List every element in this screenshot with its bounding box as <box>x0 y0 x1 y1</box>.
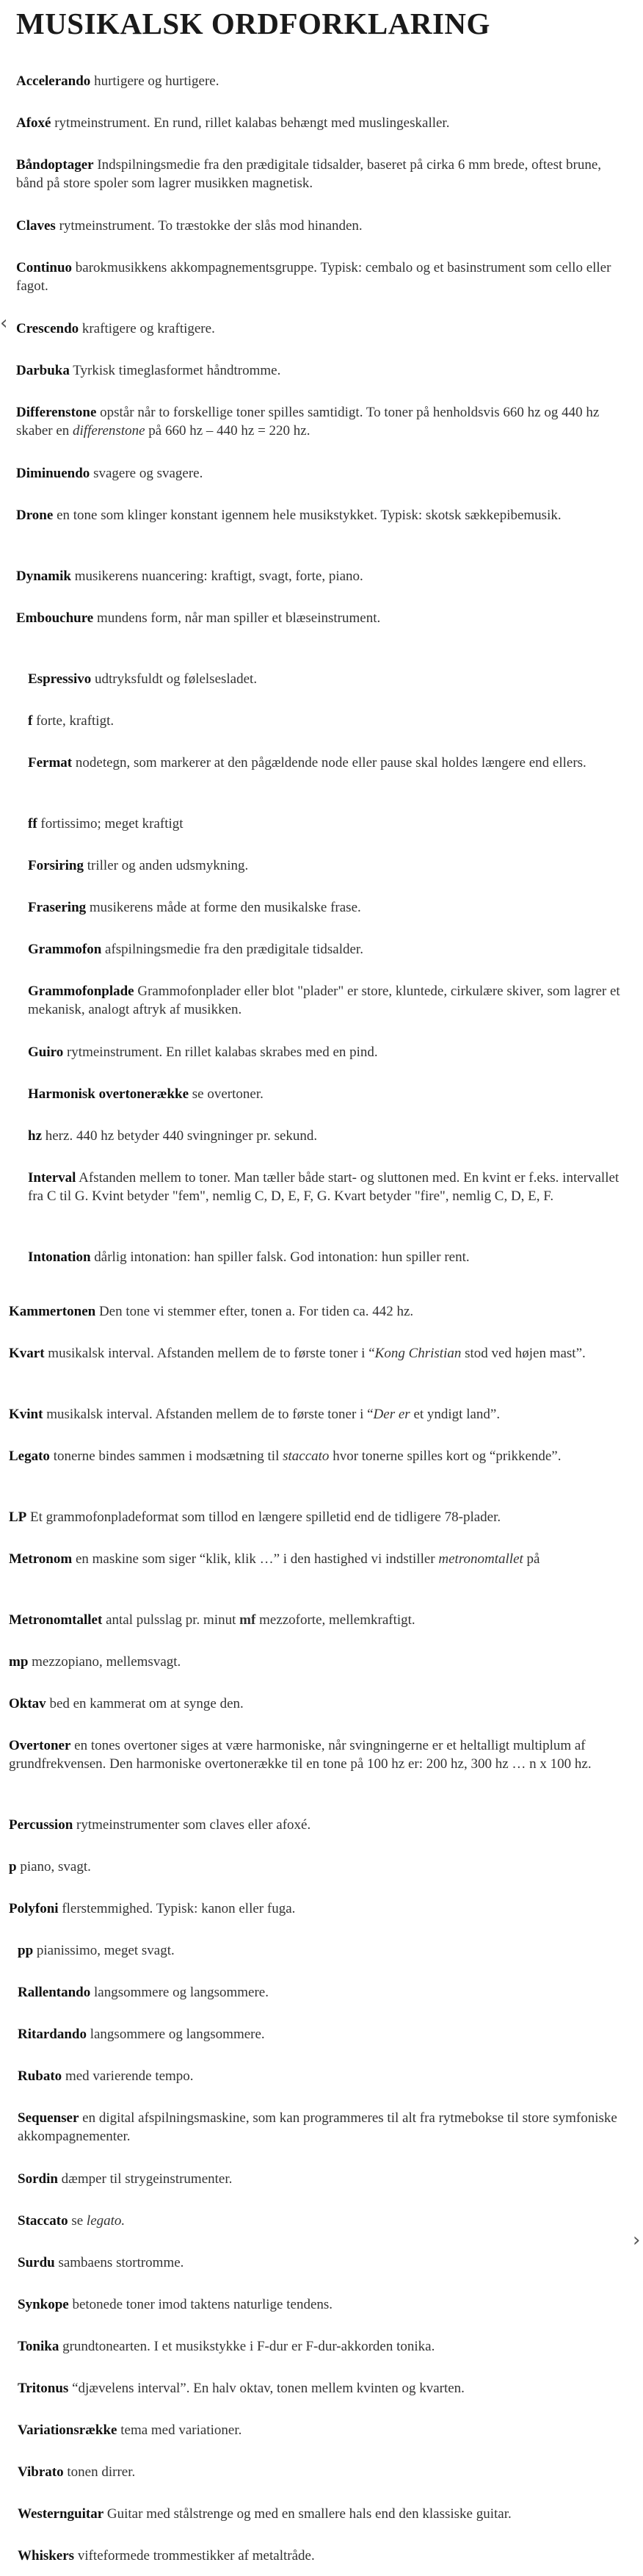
entry-term: LP <box>9 1509 27 1525</box>
entry-term: Synkope <box>18 2297 69 2312</box>
glossary-entry <box>9 1695 618 1713</box>
glossary-entry <box>18 2337 620 2356</box>
glossary-entry <box>28 1248 622 1266</box>
entry-definition: stod ved højen mast”. <box>461 1346 586 1361</box>
entry-term: Rallentando <box>18 1985 91 2000</box>
entry-italic-text: metronomtallet <box>438 1551 523 1567</box>
glossary-entry <box>28 940 622 959</box>
entry-definition: tema med variationer. <box>117 2422 242 2438</box>
glossary-entry <box>9 1508 618 1526</box>
glossary-entry <box>16 259 625 295</box>
glossary-entry <box>16 403 625 440</box>
glossary-entry <box>18 2295 620 2314</box>
glossary-entry <box>9 1302 618 1321</box>
entry-definition: vifteformede trommestikker af metaltråde. <box>74 2548 315 2564</box>
glossary-entry <box>18 2067 620 2085</box>
entry-term: Differenstone <box>16 405 97 420</box>
entry-term: Vibrato <box>18 2464 64 2480</box>
glossary-entry <box>18 2421 620 2439</box>
entry-italic-text: differenstone <box>73 423 145 439</box>
glossary-entry <box>28 982 622 1019</box>
entry-definition: Afstanden mellem to toner. Man tæller både start- og sluttonen med. En kvint er f.eks. intervallet fra C til G. Kvint betyder "fem", nemlig C, D, E, F, G. Kvart betyder "fire", nemlig C, D, E, F. <box>28 1170 620 1204</box>
glossary-entry <box>28 754 622 772</box>
entry-definition: betonede toner imod taktens naturlige tendens. <box>68 2297 333 2312</box>
entry-term: Dynamik <box>16 569 71 584</box>
glossary-entry <box>9 1653 618 1671</box>
glossary-entry <box>28 1043 622 1061</box>
glossary-entry <box>28 898 622 917</box>
entry-definition: Grammofonplader eller blot "plader" er store, kluntede, cirkulære skiver, som lagrer et mekanisk, analogt aftryk af musikken. <box>28 984 620 1017</box>
glossary-entry <box>16 320 625 338</box>
page-title: MUSIKALSK ORDFORKLARING <box>16 7 490 40</box>
entry-definition: pianissimo, meget svagt. <box>33 1943 175 1958</box>
entry-term: Diminuendo <box>16 466 90 481</box>
entry-definition: musikalsk interval. Afstanden mellem de to første toner i “ <box>43 1407 374 1422</box>
entry-term: Metronomtallet <box>9 1612 103 1628</box>
glossary-entry <box>18 2505 620 2523</box>
entry-definition: herz. 440 hz betyder 440 svingninger pr. sekund. <box>42 1128 318 1144</box>
entry-term: Fermat <box>28 755 73 771</box>
entry-term: Espressivo <box>28 671 92 687</box>
entry-term: Rubato <box>18 2068 62 2084</box>
glossary-entry <box>9 1736 618 1773</box>
glossary-entry <box>28 1169 622 1205</box>
entry-definition: antal pulsslag pr. minut <box>102 1612 240 1628</box>
glossary-entry <box>16 72 625 90</box>
glossary-entry <box>28 712 622 730</box>
entry-definition: hvor tonerne spilles kort og “prikkende”. <box>329 1448 562 1464</box>
entry-definition: svagere og svagere. <box>90 466 203 481</box>
entry-definition: tonen dirrer. <box>63 2464 136 2480</box>
entry-term: Darbuka <box>16 363 70 378</box>
glossary-entry <box>18 2212 620 2230</box>
entry-term: Accelerando <box>16 73 91 89</box>
entry-term: Kammertonen <box>9 1304 96 1319</box>
entry-italic-text: Der er <box>373 1407 410 1422</box>
glossary-entry <box>9 1858 618 1876</box>
entry-definition: rytmeinstrument. En rund, rillet kalabas behængt med muslingeskaller. <box>51 115 450 131</box>
glossary-entry <box>16 464 625 483</box>
glossary-entry <box>9 1447 618 1465</box>
entry-definition: tonerne bindes sammen i modsætning til <box>49 1448 283 1464</box>
entry-term: Tritonus <box>18 2381 69 2396</box>
entry-definition: piano, svagt. <box>16 1859 91 1875</box>
entry-term: Metronom <box>9 1551 73 1567</box>
glossary-entry <box>16 609 625 627</box>
entry-definition: Indspilningsmedie fra den prædigitale tidsalder, baseret på cirka 6 mm brede, oftest brune, bånd på store spoler som lagrer musikken magnetisk. <box>16 157 602 191</box>
glossary-entry <box>9 1405 618 1424</box>
entry-definition: musikerens måde at forme den musikalske frase. <box>86 900 361 915</box>
glossary-entry <box>18 2379 620 2398</box>
entry-term: Interval <box>28 1170 76 1186</box>
glossary-entry <box>9 1899 618 1918</box>
glossary-entry <box>16 114 625 132</box>
entry-definition: langsommere og langsommere. <box>86 2027 265 2042</box>
glossary-entry <box>9 1550 618 1568</box>
entry-term: Tonika <box>18 2339 59 2354</box>
entry-term: Grammofonplade <box>28 984 134 999</box>
entry-definition: mezzopiano, mellemsvagt. <box>28 1654 181 1670</box>
entry-definition: langsommere og langsommere. <box>90 1985 269 2000</box>
glossary-entry <box>16 217 625 235</box>
entry-definition: sambaens stortromme. <box>54 2255 184 2270</box>
glossary-entry <box>18 2025 620 2043</box>
entry-term: Ritardando <box>18 2027 87 2042</box>
entry-definition: på 660 hz – 440 hz = 220 hz. <box>145 423 310 439</box>
chevron-right-icon[interactable]: › <box>633 2229 641 2251</box>
entry-definition: afspilningsmedie fra den prædigitale tidsalder. <box>101 942 363 957</box>
entry-term: Overtoner <box>9 1738 71 1753</box>
entry-definition: dårlig intonation: han spiller falsk. God intonation: hun spiller rent. <box>90 1249 470 1265</box>
glossary-entry <box>9 1611 618 1629</box>
entry-definition: kraftigere og kraftigere. <box>79 321 215 336</box>
entry-term: Staccato <box>18 2213 68 2229</box>
entry-term: Forsiring <box>28 858 84 873</box>
glossary-entry <box>18 2170 620 2188</box>
glossary-entry <box>16 156 625 192</box>
entry-term: mp <box>9 1654 29 1670</box>
entry-definition: Et grammofonpladeformat som tillod en længere spilletid end de tidligere 78-plader. <box>26 1509 501 1525</box>
glossary-entry <box>18 2463 620 2481</box>
entry-definition: opstår når to forskellige toner spilles samtidigt. To toner på henholdsvis 660 hz og 440 hz skaber en <box>16 405 600 439</box>
glossary-entry <box>16 361 625 380</box>
glossary-entry <box>18 1941 620 1960</box>
entry-definition: en maskine som siger “klik, klik …” i den hastighed vi indstiller <box>72 1551 439 1567</box>
entry-definition: på <box>523 1551 540 1567</box>
entry-term: Variationsrække <box>18 2422 117 2438</box>
entry-term: Sordin <box>18 2171 58 2187</box>
entry-definition: Guitar med stålstrenge og med en smallere hals end den klassiske guitar. <box>103 2506 512 2522</box>
entry-definition: mezzoforte, mellemkraftigt. <box>255 1612 415 1628</box>
entry-term: f <box>28 713 33 729</box>
entry-definition: en digital afspilningsmaskine, som kan programmeres til alt fra rytmebokse til store symfoniske akkompagnementer. <box>18 2110 617 2144</box>
entry-definition: Tyrkisk timeglasformet håndtromme. <box>69 363 281 378</box>
entry-term: Legato <box>9 1448 50 1464</box>
entry-definition: flerstemmighed. Typisk: kanon eller fuga. <box>58 1901 296 1916</box>
entry-term: Embouchure <box>16 610 94 626</box>
glossary-entry <box>16 567 625 585</box>
entry-definition: udtryksfuldt og følelsesladet. <box>91 671 258 687</box>
entry-definition: rytmeinstrumenter som claves eller afoxé. <box>73 1817 311 1833</box>
glossary-entry <box>28 856 622 875</box>
entry-term: Guiro <box>28 1045 64 1060</box>
glossary-entry <box>9 1816 618 1834</box>
entry-definition: rytmeinstrument. En rillet kalabas skrabes med en pind. <box>63 1045 378 1060</box>
glossary-entry <box>18 2109 620 2146</box>
entry-term: Crescendo <box>16 321 79 336</box>
chevron-left-icon[interactable]: ‹ <box>0 312 8 334</box>
entry-definition: “djævelens interval”. En halv oktav, tonen mellem kvinten og kvarten. <box>68 2381 465 2396</box>
entry-definition: musikerens nuancering: kraftigt, svagt, forte, piano. <box>70 569 363 584</box>
glossary-entry <box>28 1085 622 1103</box>
entry-term: Oktav <box>9 1696 46 1711</box>
glossary-entry <box>18 1983 620 2002</box>
entry-definition: se overtoner. <box>189 1086 264 1102</box>
entry-definition: musikalsk interval. Afstanden mellem de to første toner i “ <box>44 1346 375 1361</box>
entry-term: Whiskers <box>18 2548 75 2564</box>
glossary-entry <box>9 1344 618 1363</box>
entry-definition: barokmusikkens akkompagnementsgruppe. Typisk: cembalo og et basinstrument som cello eller fagot. <box>16 260 611 294</box>
entry-term: Westernguitar <box>18 2506 104 2522</box>
entry-term: Drone <box>16 508 54 523</box>
entry-definition: triller og anden udsmykning. <box>84 858 249 873</box>
entry-definition: nodetegn, som markerer at den pågældende node eller pause skal holdes længere end ellers. <box>72 755 586 771</box>
entry-italic-text: Kong Christian <box>374 1346 462 1361</box>
entry-definition: dæmper til strygeinstrumenter. <box>57 2171 233 2187</box>
entry-definition: grundtonearten. I et musikstykke i F-dur er F-dur-akkorden tonika. <box>59 2339 435 2354</box>
entry-definition: Den tone vi stemmer efter, tonen a. For tiden ca. 442 hz. <box>95 1304 414 1319</box>
entry-term: Harmonisk overtonerække <box>28 1086 189 1102</box>
glossary-entry <box>18 2254 620 2272</box>
glossary-entry <box>16 506 625 524</box>
entry-term: Kvint <box>9 1407 43 1422</box>
entry-definition: et yndigt land”. <box>410 1407 501 1422</box>
entry-definition: forte, kraftigt. <box>32 713 115 729</box>
entry-definition: en tone som klinger konstant igennem hele musikstykket. Typisk: skotsk sækkepibemusik. <box>53 508 562 523</box>
entry-term: Båndoptager <box>16 157 94 173</box>
entry-term: Frasering <box>28 900 87 915</box>
entry-term: p <box>9 1859 17 1875</box>
glossary-entry <box>18 2547 620 2565</box>
entry-term: Kvart <box>9 1346 45 1361</box>
entry-definition: se <box>68 2213 87 2229</box>
entry-italic-text: legato. <box>86 2213 126 2229</box>
entry-term: hz <box>28 1128 42 1144</box>
entry-definition: mundens form, når man spiller et blæseinstrument. <box>93 610 381 626</box>
entry-term: Percussion <box>9 1817 73 1833</box>
entry-term: Continuo <box>16 260 73 275</box>
entry-definition: en tones overtoner siges at være harmoniske, når svingningerne er et heltalligt multiplum af grundfrekvensen. Den harmoniske overtonerække til en tone på 100 hz er: 200 hz, 300 hz … n x 100 hz. <box>9 1738 592 1772</box>
entry-definition: rytmeinstrument. To træstokke der slås mod hinanden. <box>55 218 363 234</box>
entry-term: ff <box>28 816 37 831</box>
entry-term: pp <box>18 1943 34 1958</box>
entry-definition: fortissimo; meget kraftigt <box>37 816 184 831</box>
entry-term: Sequenser <box>18 2110 79 2126</box>
entry-italic-text: staccato <box>283 1448 330 1464</box>
entry-bold-text: mf <box>239 1612 256 1628</box>
glossary-entry <box>28 815 622 833</box>
entry-term: Intonation <box>28 1249 91 1265</box>
glossary-entry <box>28 670 622 688</box>
entry-term: Grammofon <box>28 942 102 957</box>
entry-term: Surdu <box>18 2255 55 2270</box>
entry-definition: bed en kammerat om at synge den. <box>46 1696 244 1711</box>
entry-term: Claves <box>16 218 56 234</box>
entry-term: Polyfoni <box>9 1901 59 1916</box>
entry-definition: hurtigere og hurtigere. <box>90 73 219 89</box>
entry-term: Afoxé <box>16 115 51 131</box>
entry-definition: med varierende tempo. <box>62 2068 194 2084</box>
glossary-entry <box>28 1127 622 1145</box>
